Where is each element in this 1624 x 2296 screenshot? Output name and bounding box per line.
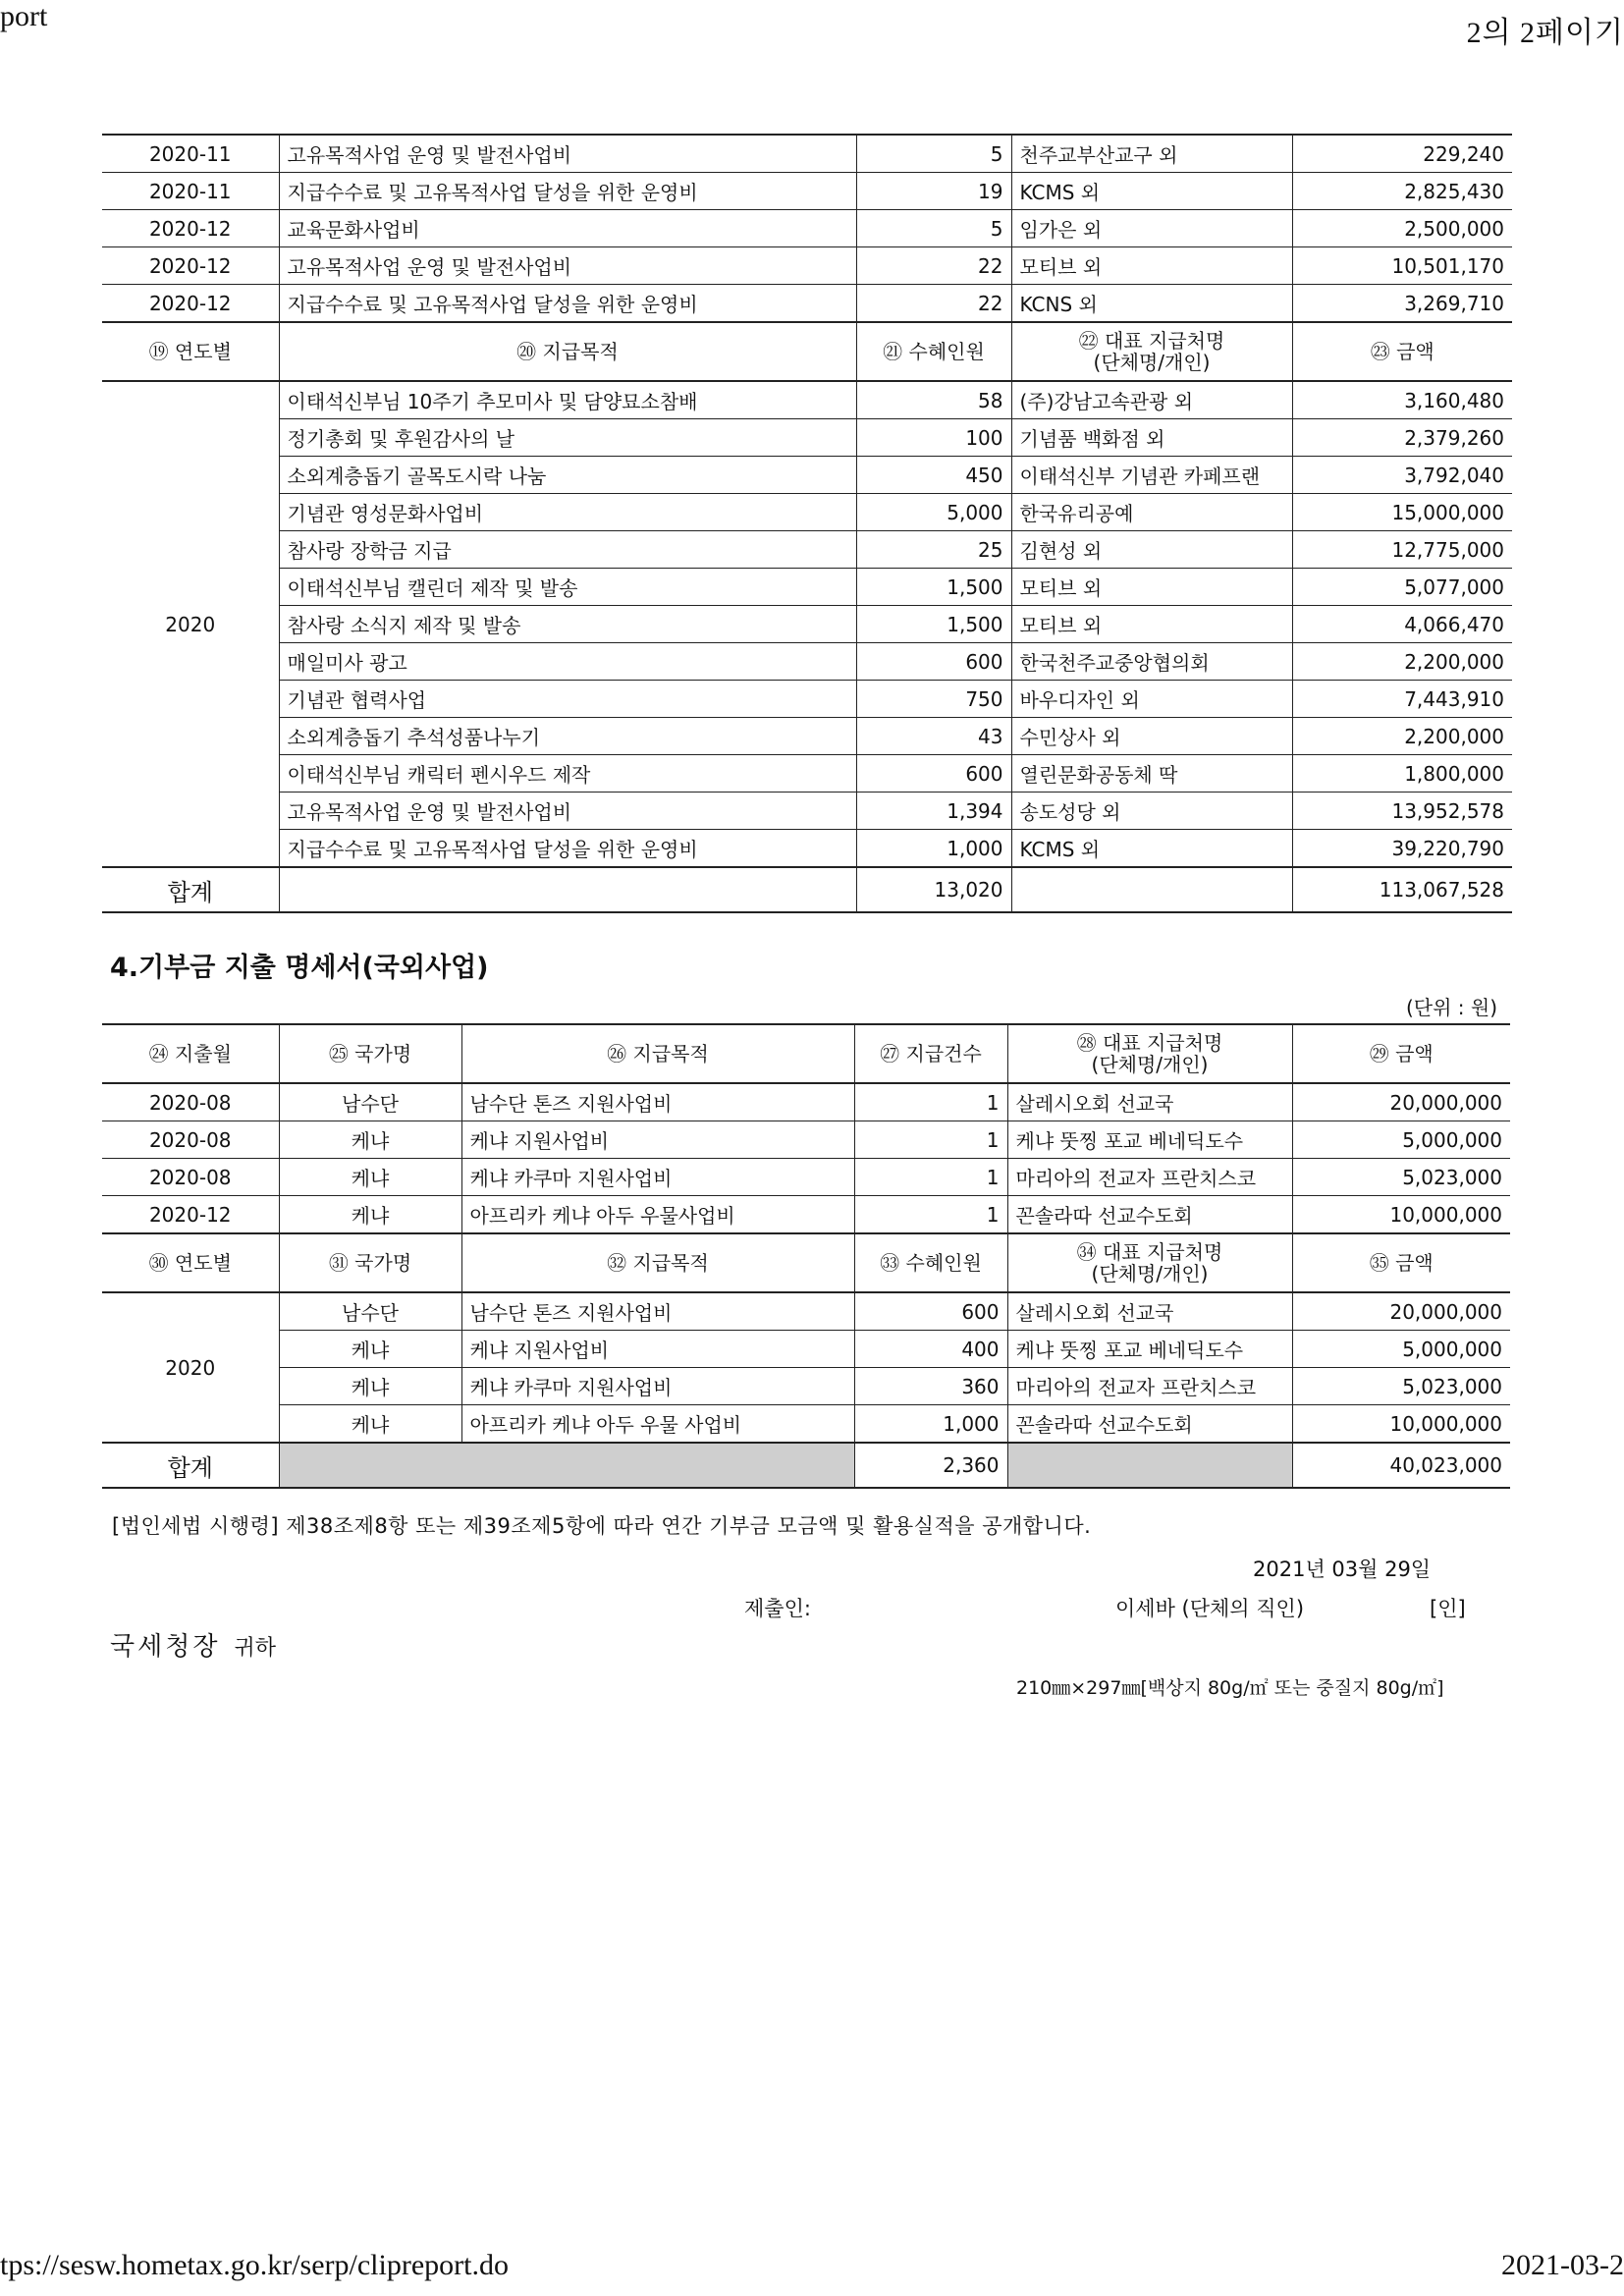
header-recipient-line2: (단체명/개인) <box>1093 351 1211 374</box>
overseas-total-row <box>102 1443 1510 1488</box>
amount-cell: 10,501,170 <box>1292 247 1512 285</box>
year-cell: 2020 <box>102 381 279 867</box>
table-row <box>102 247 1512 285</box>
purpose-cell: 이태석신부님 캘린더 제작 및 발송 <box>279 569 856 606</box>
header-year: ㉚ 연도별 <box>102 1233 279 1292</box>
table-row <box>102 793 1512 830</box>
count-cell: 1 <box>854 1196 1007 1234</box>
amount-cell: 20,000,000 <box>1292 1083 1510 1121</box>
print-header-page: 2의 2페이기 <box>1466 17 1624 49</box>
amount-cell: 3,792,040 <box>1292 457 1512 494</box>
addressee-name: 국세청장 <box>110 1632 221 1662</box>
total-count: 2,360 <box>854 1443 1007 1488</box>
table-row <box>102 1331 1510 1368</box>
recipient-cell: 김현성 외 <box>1011 531 1292 569</box>
table-row <box>102 830 1512 868</box>
count-cell: 1 <box>854 1083 1007 1121</box>
amount-cell: 5,023,000 <box>1292 1368 1510 1405</box>
table-row <box>102 1196 1510 1234</box>
amount-cell: 12,775,000 <box>1292 531 1512 569</box>
recipient-cell: 모티브 외 <box>1011 569 1292 606</box>
total-amount: 113,067,528 <box>1292 867 1512 912</box>
count-cell: 1,000 <box>854 1405 1007 1444</box>
country-cell: 케냐 <box>279 1196 461 1234</box>
count-cell: 19 <box>856 173 1011 210</box>
purpose-cell: 참사랑 소식지 제작 및 발송 <box>279 606 856 643</box>
purpose-cell: 고유목적사업 운영 및 발전사업비 <box>279 135 856 173</box>
purpose-cell: 남수단 톤즈 지원사업비 <box>461 1083 854 1121</box>
count-cell: 43 <box>856 718 1011 755</box>
recipient-cell: 임가은 외 <box>1011 210 1292 247</box>
table-row <box>102 494 1512 531</box>
country-cell: 남수단 <box>279 1083 461 1121</box>
purpose-cell: 아프리카 케냐 아두 우물사업비 <box>461 1196 854 1234</box>
count-cell: 58 <box>856 381 1011 419</box>
recipient-cell: 마리아의 전교자 프란치스코 <box>1007 1368 1292 1405</box>
table-row <box>102 569 1512 606</box>
count-cell: 600 <box>856 643 1011 681</box>
total-empty-cell <box>1011 867 1292 912</box>
amount-cell: 2,200,000 <box>1292 718 1512 755</box>
overseas-expenditure-table <box>102 1023 1510 1489</box>
header-recipient <box>1011 322 1292 381</box>
count-cell: 1 <box>854 1121 1007 1159</box>
amount-cell: 5,077,000 <box>1292 569 1512 606</box>
amount-cell: 15,000,000 <box>1292 494 1512 531</box>
domestic-total-row <box>102 867 1512 912</box>
recipient-cell: 송도성당 외 <box>1011 793 1292 830</box>
count-cell: 1,394 <box>856 793 1011 830</box>
paper-spec: 210㎜×297㎜[백상지 80g/㎡ 또는 중질지 80g/㎡] <box>1016 1677 1444 1699</box>
recipient-cell: 케냐 뚯찡 포교 베네딕도수 <box>1007 1121 1292 1159</box>
count-cell: 400 <box>854 1331 1007 1368</box>
amount-cell: 4,066,470 <box>1292 606 1512 643</box>
count-cell: 25 <box>856 531 1011 569</box>
header-year: ⑲ 연도별 <box>102 322 279 381</box>
recipient-cell: 마리아의 전교자 프란치스코 <box>1007 1159 1292 1196</box>
recipient-cell: 모티브 외 <box>1011 606 1292 643</box>
count-cell: 22 <box>856 285 1011 323</box>
overseas-monthly-header-row <box>102 1024 1510 1083</box>
table-row <box>102 1083 1510 1121</box>
amount-cell: 229,240 <box>1292 135 1512 173</box>
table-row <box>102 285 1512 323</box>
purpose-cell: 케냐 카쿠마 지원사업비 <box>461 1159 854 1196</box>
purpose-cell: 남수단 톤즈 지원사업비 <box>461 1292 854 1331</box>
count-cell: 5,000 <box>856 494 1011 531</box>
count-cell: 750 <box>856 681 1011 718</box>
table-row <box>102 681 1512 718</box>
recipient-cell: 한국천주교중앙협의회 <box>1011 643 1292 681</box>
purpose-cell: 케냐 지원사업비 <box>461 1331 854 1368</box>
purpose-cell: 고유목적사업 운영 및 발전사업비 <box>279 247 856 285</box>
amount-cell: 3,269,710 <box>1292 285 1512 323</box>
count-cell: 360 <box>854 1368 1007 1405</box>
header-recipient-line1: ㉒ 대표 지급처명 <box>1078 329 1225 353</box>
table-row <box>102 1159 1510 1196</box>
total-shaded-cell <box>279 1443 854 1488</box>
header-recipient-line2: (단체명/개인) <box>1091 1053 1209 1076</box>
count-cell: 1,500 <box>856 569 1011 606</box>
recipient-cell: KCMS 외 <box>1011 173 1292 210</box>
table-row <box>102 755 1512 793</box>
table-row <box>102 1405 1510 1444</box>
amount-cell: 2,500,000 <box>1292 210 1512 247</box>
domestic-yearly-header-row <box>102 322 1512 381</box>
recipient-cell: 열린문화공동체 딱 <box>1011 755 1292 793</box>
submitter-label: 제출인: <box>744 1597 811 1620</box>
recipient-cell: 한국유리공예 <box>1011 494 1292 531</box>
recipient-cell: KCMS 외 <box>1011 830 1292 868</box>
total-shaded-cell <box>1007 1443 1292 1488</box>
header-recipient <box>1007 1024 1292 1083</box>
purpose-cell: 이태석신부님 캐릭터 펜시우드 제작 <box>279 755 856 793</box>
header-beneficiaries: ㉝ 수혜인원 <box>854 1233 1007 1292</box>
table-row <box>102 135 1512 173</box>
count-cell: 600 <box>854 1292 1007 1331</box>
header-purpose: ⑳ 지급목적 <box>279 322 856 381</box>
table-row <box>102 643 1512 681</box>
table-row <box>102 531 1512 569</box>
amount-cell: 2,379,260 <box>1292 419 1512 457</box>
submitter-name: 이세바 (단체의 직인) <box>1115 1597 1305 1620</box>
purpose-cell: 지급수수료 및 고유목적사업 달성을 위한 운영비 <box>279 285 856 323</box>
addressee <box>110 1626 276 1663</box>
table-row <box>102 457 1512 494</box>
recipient-cell: 모티브 외 <box>1011 247 1292 285</box>
month-cell: 2020-12 <box>102 247 279 285</box>
total-amount: 40,023,000 <box>1292 1443 1510 1488</box>
count-cell: 100 <box>856 419 1011 457</box>
amount-cell: 10,000,000 <box>1292 1196 1510 1234</box>
purpose-cell: 기념관 협력사업 <box>279 681 856 718</box>
year-cell: 2020 <box>102 1292 279 1443</box>
purpose-cell: 지급수수료 및 고유목적사업 달성을 위한 운영비 <box>279 173 856 210</box>
seal-mark: [인] <box>1430 1597 1466 1620</box>
count-cell: 5 <box>856 135 1011 173</box>
header-count: ㉗ 지급건수 <box>854 1024 1007 1083</box>
recipient-cell: 살레시오회 선교국 <box>1007 1083 1292 1121</box>
recipient-cell: 이태석신부 기념관 카페프랜 <box>1011 457 1292 494</box>
month-cell: 2020-12 <box>102 285 279 323</box>
recipient-cell: (주)강남고속관광 외 <box>1011 381 1292 419</box>
purpose-cell: 케냐 지원사업비 <box>461 1121 854 1159</box>
header-purpose: ㉖ 지급목적 <box>461 1024 854 1083</box>
domestic-expenditure-table <box>102 134 1512 913</box>
count-cell: 5 <box>856 210 1011 247</box>
purpose-cell: 지급수수료 및 고유목적사업 달성을 위한 운영비 <box>279 830 856 868</box>
country-cell: 남수단 <box>279 1292 461 1331</box>
country-cell: 케냐 <box>279 1331 461 1368</box>
amount-cell: 5,000,000 <box>1292 1121 1510 1159</box>
count-cell: 1 <box>854 1159 1007 1196</box>
header-amount: ㉙ 금액 <box>1292 1024 1510 1083</box>
table-row <box>102 419 1512 457</box>
amount-cell: 13,952,578 <box>1292 793 1512 830</box>
table-row <box>102 1121 1510 1159</box>
month-cell: 2020-08 <box>102 1121 279 1159</box>
count-cell: 600 <box>856 755 1011 793</box>
header-month: ㉔ 지출월 <box>102 1024 279 1083</box>
purpose-cell: 참사랑 장학금 지급 <box>279 531 856 569</box>
table-row <box>102 381 1512 419</box>
legal-notice: [법인세법 시행령] 제38조제8항 또는 제39조제5항에 따라 연간 기부금 모금액 및 활용실적을 공개합니다. <box>112 1514 1092 1538</box>
count-cell: 1,500 <box>856 606 1011 643</box>
header-recipient-line1: ㉘ 대표 지급처명 <box>1076 1031 1223 1055</box>
total-label: 합계 <box>102 867 279 912</box>
header-purpose: ㉜ 지급목적 <box>461 1233 854 1292</box>
purpose-cell: 소외계층돕기 추석성품나누기 <box>279 718 856 755</box>
total-label: 합계 <box>102 1443 279 1488</box>
recipient-cell: 천주교부산교구 외 <box>1011 135 1292 173</box>
recipient-cell: 바우디자인 외 <box>1011 681 1292 718</box>
recipient-cell: 기념품 백화점 외 <box>1011 419 1292 457</box>
amount-cell: 5,000,000 <box>1292 1331 1510 1368</box>
purpose-cell: 정기총회 및 후원감사의 날 <box>279 419 856 457</box>
overseas-section-title: 4.기부금 지출 명세서(국외사업) <box>110 953 489 983</box>
print-header-left: port <box>0 0 48 32</box>
header-country: ㉛ 국가명 <box>279 1233 461 1292</box>
recipient-cell: KCNS 외 <box>1011 285 1292 323</box>
purpose-cell: 교육문화사업비 <box>279 210 856 247</box>
print-footer-url: tps://sesw.hometax.go.kr/serp/clipreport.do <box>0 2249 509 2281</box>
print-footer-date: 2021-03-2 <box>1501 2249 1624 2281</box>
amount-cell: 39,220,790 <box>1292 830 1512 868</box>
overseas-yearly-header-row <box>102 1233 1510 1292</box>
purpose-cell: 아프리카 케냐 아두 우물 사업비 <box>461 1405 854 1444</box>
amount-cell: 5,023,000 <box>1292 1159 1510 1196</box>
amount-cell: 10,000,000 <box>1292 1405 1510 1444</box>
submission-date: 2021년 03월 29일 <box>1253 1558 1432 1581</box>
month-cell: 2020-08 <box>102 1083 279 1121</box>
table-row <box>102 718 1512 755</box>
header-country: ㉕ 국가명 <box>279 1024 461 1083</box>
purpose-cell: 이태석신부님 10주기 추모미사 및 담양묘소참배 <box>279 381 856 419</box>
amount-cell: 3,160,480 <box>1292 381 1512 419</box>
header-recipient-line2: (단체명/개인) <box>1091 1262 1209 1285</box>
purpose-cell: 소외계층돕기 골목도시락 나눔 <box>279 457 856 494</box>
total-count: 13,020 <box>856 867 1011 912</box>
amount-cell: 7,443,910 <box>1292 681 1512 718</box>
amount-cell: 20,000,000 <box>1292 1292 1510 1331</box>
purpose-cell: 케냐 카쿠마 지원사업비 <box>461 1368 854 1405</box>
month-cell: 2020-12 <box>102 1196 279 1234</box>
purpose-cell: 매일미사 광고 <box>279 643 856 681</box>
country-cell: 케냐 <box>279 1159 461 1196</box>
count-cell: 450 <box>856 457 1011 494</box>
amount-cell: 2,200,000 <box>1292 643 1512 681</box>
recipient-cell: 케냐 뚯찡 포교 베네딕도수 <box>1007 1331 1292 1368</box>
country-cell: 케냐 <box>279 1368 461 1405</box>
purpose-cell: 기념관 영성문화사업비 <box>279 494 856 531</box>
total-empty-cell <box>279 867 856 912</box>
count-cell: 1,000 <box>856 830 1011 868</box>
recipient-cell: 꼰솔라따 선교수도회 <box>1007 1196 1292 1234</box>
month-cell: 2020-12 <box>102 210 279 247</box>
header-recipient-line1: ㉞ 대표 지급처명 <box>1076 1240 1223 1264</box>
addressee-suffix: 귀하 <box>234 1636 276 1661</box>
amount-cell: 1,800,000 <box>1292 755 1512 793</box>
count-cell: 22 <box>856 247 1011 285</box>
table-row <box>102 606 1512 643</box>
month-cell: 2020-11 <box>102 173 279 210</box>
header-amount: ㉟ 금액 <box>1292 1233 1510 1292</box>
month-cell: 2020-08 <box>102 1159 279 1196</box>
country-cell: 케냐 <box>279 1405 461 1444</box>
header-recipient <box>1007 1233 1292 1292</box>
table-row <box>102 1368 1510 1405</box>
country-cell: 케냐 <box>279 1121 461 1159</box>
amount-cell: 2,825,430 <box>1292 173 1512 210</box>
header-amount: ㉓ 금액 <box>1292 322 1512 381</box>
table-row <box>102 1292 1510 1331</box>
month-cell: 2020-11 <box>102 135 279 173</box>
table-row <box>102 173 1512 210</box>
purpose-cell: 고유목적사업 운영 및 발전사업비 <box>279 793 856 830</box>
unit-label: (단위 : 원) <box>1406 996 1498 1019</box>
recipient-cell: 살레시오회 선교국 <box>1007 1292 1292 1331</box>
recipient-cell: 수민상사 외 <box>1011 718 1292 755</box>
header-beneficiaries: ㉑ 수혜인원 <box>856 322 1011 381</box>
recipient-cell: 꼰솔라따 선교수도회 <box>1007 1405 1292 1444</box>
table-row <box>102 210 1512 247</box>
